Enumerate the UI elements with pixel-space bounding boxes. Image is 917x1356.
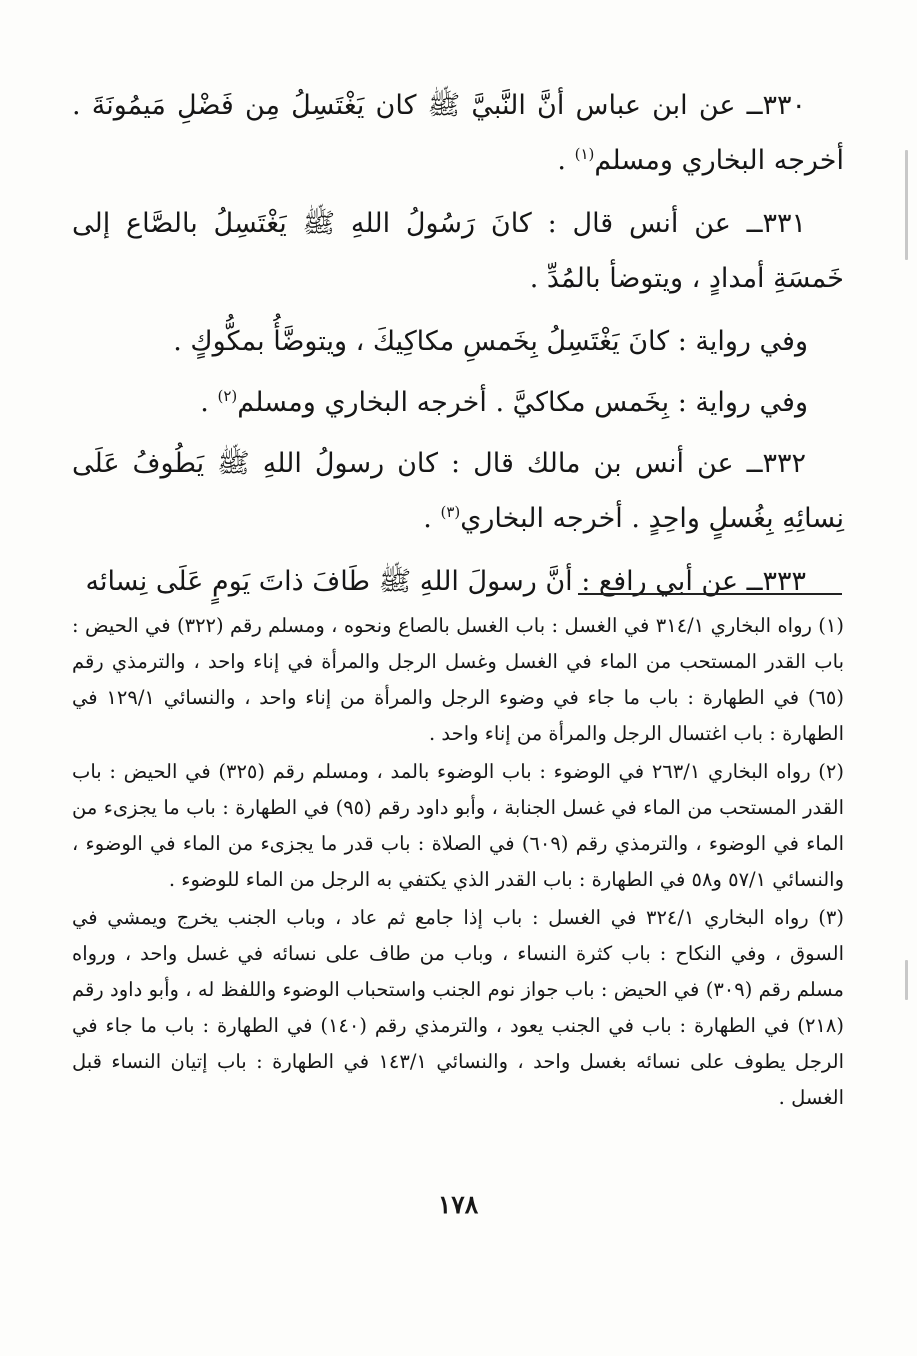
footnote-2: (٢) رواه البخاري ٢٦٣/١ في الوضوء : باب الوضوء بالمد ، ومسلم رقم (٣٢٥) في الحيض : باب القدر المستحب من الماء في غسل الجنابة ، وأبو داود رقم (٩٥) في الطهارة : باب ما يجزىء من الماء في الوضوء ، والترمذي رقم (٦٠٩) في الصلاة : باب قدر ما يجزىء من الماء في الوضوء ، والنسائي ٥٧/١ و٥٨ في الطهارة : باب القدر الذي يكتفي به الرجل من الماء للوضوء . [72, 760, 845, 891]
footnotes [72, 608, 844, 1118]
footnote-separator [578, 593, 842, 595]
riwaya-2 [72, 375, 844, 430]
hadith-text: ٣٣٢ــ عن أنس بن مالك قال : كان رسولُ اللهِ ﷺ يَطُوفُ عَلَى نِسائِهِ بِغُسلٍ واحِدٍ . أخرجه البخاري [72, 448, 844, 534]
riwaya-1 [72, 314, 844, 369]
hadith-end: . [557, 145, 575, 176]
scan-edge-mark [905, 150, 908, 260]
riwaya-text: وفي رواية : بِخَمس مكاكيَّ . أخرجه البخاري ومسلم [237, 387, 808, 418]
main-text [72, 78, 844, 617]
hadith-text: ٣٣٠ــ عن ابن عباس أنَّ النَّبيَّ ﷺ كان يَغْتَسِلُ مِن فَضْلِ مَيمُونَةَ . أخرجه البخاري ومسلم [72, 90, 844, 176]
footnote-ref: (٢) [217, 387, 238, 405]
riwaya-end: . [200, 387, 218, 418]
riwaya-text: وفي رواية : كانَ يَغْتَسِلُ بِخَمسِ مكاكِيكَ ، ويتوضَّأُ بمكُّوكٍ . [173, 326, 808, 357]
footnote-3: (٣) رواه البخاري ٣٢٤/١ في الغسل : باب إذا جامع ثم عاد ، وباب الجنب يخرج ويمشي في السوق ، وفي النكاح : باب كثرة النساء ، وباب من طاف على نسائه في غسل واحد ، ورواه مسلم رقم (٣٠٩) في الحيض : باب جواز نوم الجنب واستحباب الوضوء واللفظ له ، وأبو داود رقم (٢١٨) في الطهارة : باب في الجنب يعود ، والترمذي رقم (١٤٠) في الطهارة : باب ما جاء في الرجل يطوف على نسائه بغسل واحد ، والنسائي ١٤٣/١ في الطهارة : باب إتيان النساء قبل الغسل . [72, 906, 844, 1109]
hadith-text: ٣٣٣ــ عن أبي رافع : أنَّ رسولَ اللهِ ﷺ طَافَ ذاتَ يَومٍ عَلَى نِسائه [85, 566, 806, 597]
hadith-text: ٣٣١ــ عن أنس قال : كانَ رَسُولُ اللهِ ﷺ يَغْتَسِلُ بالصَّاع إلى خَمسَةِ أمدادٍ ، ويتوضأ بالمُدِّ . [72, 208, 844, 294]
hadith-331 [72, 196, 844, 306]
scan-edge-mark [905, 960, 908, 1000]
page-number: ١٧٨ [437, 1190, 479, 1219]
hadith-333 [72, 554, 844, 609]
footnote-ref: (١) [574, 145, 595, 163]
hadith-332 [72, 436, 844, 546]
hadith-330 [72, 78, 844, 188]
footnote-ref: (٣) [440, 503, 461, 521]
hadith-end: . [423, 503, 441, 534]
footnote-1: (١) رواه البخاري ٣١٤/١ في الغسل : باب الغسل بالصاع ونحوه ، ومسلم رقم (٣٢٢) في الحيض : باب القدر المستحب من الماء في الغسل وغسل الرجل والمرأة في إناء واحد ، والترمذي رقم (٦٥) في الطهارة : باب ما جاء في وضوء الرجل والمرأة من إناء واحد ، والنسائي ١٢٩/١ في الطهارة : باب اغتسال الرجل والمرأة من إناء واحد . [72, 614, 845, 745]
